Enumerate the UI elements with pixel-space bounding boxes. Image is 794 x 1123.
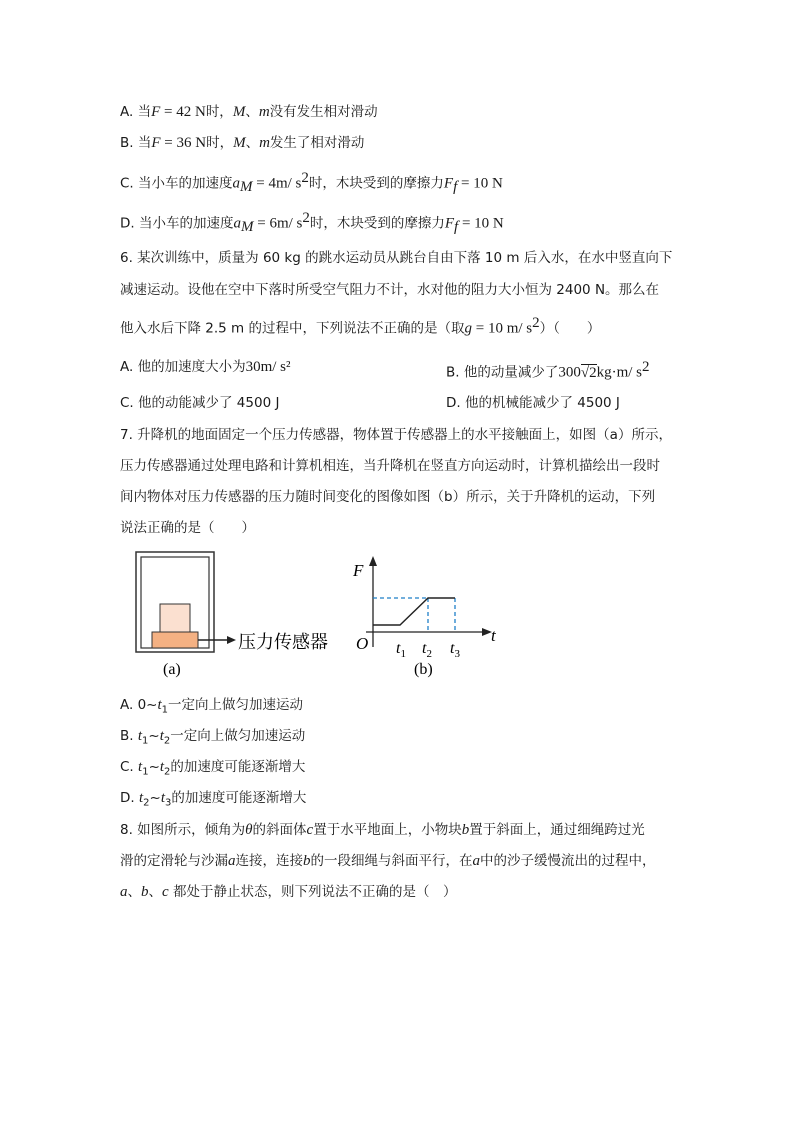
q7-stem-line-1: 7. 升降机的地面固定一个压力传感器，物体置于传感器上的水平接触面上，如图（a）所示，: [120, 427, 672, 443]
q8-stem-line-1: 8. 如图所示，倾角为θ的斜面体c置于水平地面上，小物块b置于斜面上，通过细绳跨过光: [120, 822, 645, 838]
q7-stem-line-3: 间内物体对压力传感器的压力随时间变化的图像如图（b）所示，关于升降机的运动，下列: [120, 489, 656, 505]
force-curve: [373, 598, 455, 625]
q6-stem-line-1: 6. 某次训练中，质量为 60 kg 的跳水运动员从跳台自由下落 10 m 后入水，在水中竖直向下: [120, 250, 673, 266]
q7-figure: [130, 548, 510, 683]
q5-option-a: A. 当F = 42 N时，M、m没有发生相对滑动: [120, 104, 378, 120]
q7-option-a: A. $0\sim t_1$一定向上做匀加速运动: [120, 697, 304, 716]
q6-stem-line-3: 他入水后下降 2.5 m 的过程中，下列说法不正确的是（取g = 10 m/ $s^2$）（ ）: [120, 315, 601, 337]
tick-label-t2: $t_2$: [422, 640, 432, 660]
q5-option-d: D. 当小车的加速度$a_M = 6m/$ $s^2$时，木块受到的摩擦力$F_f = 10$ N: [120, 210, 504, 236]
q6-option-b: B. 他的动量减少了300√2kg·m/ $s^2$: [446, 359, 650, 381]
q6-stem-line-2: 减速运动。设他在空中下落时所受空气阻力不计，水对他的阻力大小恒为 2400 N。那么在: [120, 282, 660, 298]
q5-option-c: C. 当小车的加速度$a_M = 4m/$ $s^2$时，木块受到的摩擦力$F_f = 10$ N: [120, 170, 503, 196]
q6-option-d: D. 他的机械能减少了 4500 J: [446, 395, 620, 411]
tick-label-t3: $t_3$: [450, 640, 460, 660]
object-block: [160, 604, 190, 632]
q7-option-c: C. $t_1\sim t_2$的加速度可能逐渐增大: [120, 759, 306, 778]
q7-stem-line-4: 说法正确的是（ ）: [120, 520, 255, 536]
origin-label: O: [356, 634, 369, 653]
q5-option-b: B. 当F = 36 N时，M、m发生了相对滑动: [120, 135, 365, 151]
tick-label-t1: $t_1$: [396, 640, 406, 660]
q7-stem-line-2: 压力传感器通过处理电路和计算机相连，当升降机在竖直方向运动时，计算机描绘出一段时: [120, 458, 660, 474]
q7-option-d: D. $t_2\sim t_3$的加速度可能逐渐增大: [120, 790, 307, 809]
caption-a: (a): [163, 661, 181, 678]
sensor-arrow-head: [227, 636, 236, 644]
q8-stem-line-2: 滑的定滑轮与沙漏a连接，连接b的一段细绳与斜面平行，在a中的沙子缓慢流出的过程中，: [120, 853, 656, 869]
axis-label-t: t: [491, 626, 496, 645]
pressure-sensor: [152, 632, 198, 648]
q7-option-b: B. $t_1\sim t_2$一定向上做匀加速运动: [120, 728, 306, 747]
q6-option-c: C. 他的动能减少了 4500 J: [120, 395, 280, 411]
axis-label-f: F: [353, 561, 364, 580]
sensor-label: 压力传感器: [238, 632, 328, 653]
q6-option-a: A. 他的加速度大小为30m/ s²: [120, 359, 291, 375]
caption-b: (b): [414, 661, 433, 678]
f-axis-arrow: [369, 556, 377, 566]
q8-stem-line-3: a、b、c 都处于静止状态，则下列说法不正确的是（ ）: [120, 884, 457, 900]
